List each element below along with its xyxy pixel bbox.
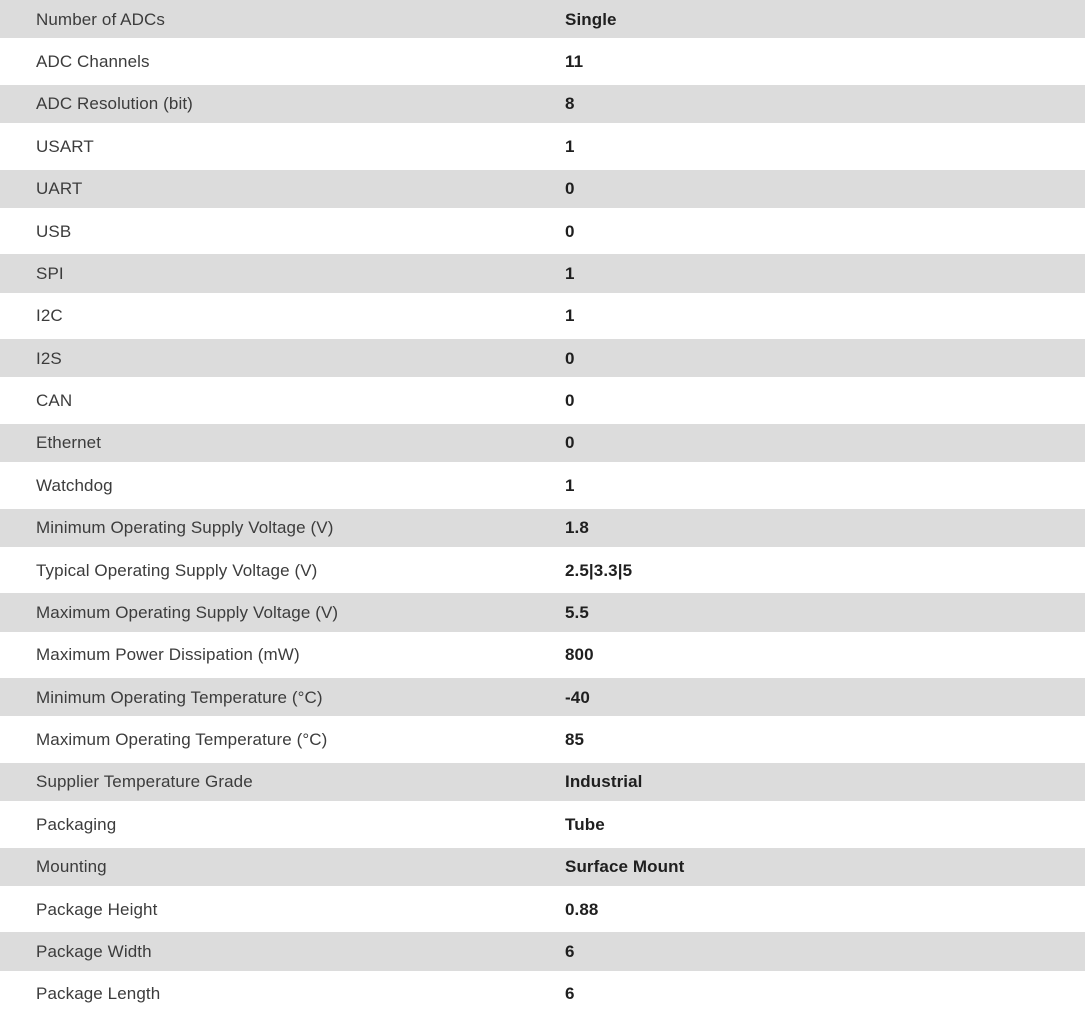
spec-value: Single bbox=[565, 9, 617, 29]
spec-value: 1 bbox=[565, 475, 575, 495]
spec-value: 1.8 bbox=[565, 518, 589, 538]
spec-label: UART bbox=[36, 179, 83, 199]
spec-value: -40 bbox=[565, 687, 590, 707]
table-row bbox=[0, 720, 1085, 762]
spec-value: Tube bbox=[565, 814, 605, 834]
table-row bbox=[0, 763, 1085, 805]
spec-label: I2S bbox=[36, 348, 62, 368]
table-row bbox=[0, 297, 1085, 339]
spec-label: Package Width bbox=[36, 941, 152, 961]
table-row bbox=[0, 212, 1085, 254]
table-row bbox=[0, 381, 1085, 423]
spec-label: Number of ADCs bbox=[36, 9, 165, 29]
spec-label: SPI bbox=[36, 263, 64, 283]
spec-label: Packaging bbox=[36, 814, 117, 834]
spec-value: 0 bbox=[565, 348, 575, 368]
spec-label: I2C bbox=[36, 306, 63, 326]
table-row bbox=[0, 932, 1085, 974]
table-row bbox=[0, 848, 1085, 890]
table-row bbox=[0, 678, 1085, 720]
spec-value: 1 bbox=[565, 136, 575, 156]
spec-value: 1 bbox=[565, 306, 575, 326]
spec-label: Maximum Operating Temperature (°C) bbox=[36, 730, 328, 750]
spec-value: 8 bbox=[565, 94, 575, 114]
spec-value: 0 bbox=[565, 179, 575, 199]
table-row bbox=[0, 975, 1085, 1017]
spec-label: Package Length bbox=[36, 984, 161, 1004]
spec-value: Industrial bbox=[565, 772, 643, 792]
spec-label: Typical Operating Supply Voltage (V) bbox=[36, 560, 318, 580]
spec-label: Mounting bbox=[36, 857, 107, 877]
spec-value: 1 bbox=[565, 263, 575, 283]
spec-value: 0.88 bbox=[565, 899, 599, 919]
spec-label: Supplier Temperature Grade bbox=[36, 772, 253, 792]
spec-value: 0 bbox=[565, 221, 575, 241]
spec-value: Surface Mount bbox=[565, 857, 685, 877]
table-row bbox=[0, 509, 1085, 551]
table-row bbox=[0, 0, 1085, 42]
spec-label: USB bbox=[36, 221, 72, 241]
spec-label: Minimum Operating Temperature (°C) bbox=[36, 687, 323, 707]
spec-label: ADC Resolution (bit) bbox=[36, 94, 193, 114]
table-row bbox=[0, 127, 1085, 169]
table-row bbox=[0, 424, 1085, 466]
spec-value: 11 bbox=[565, 52, 584, 72]
table-row bbox=[0, 85, 1085, 127]
table-row bbox=[0, 339, 1085, 381]
spec-value: 6 bbox=[565, 984, 575, 1004]
table-row bbox=[0, 551, 1085, 593]
spec-label: Ethernet bbox=[36, 433, 102, 453]
spec-label: Package Height bbox=[36, 899, 158, 919]
spec-value: 5.5 bbox=[565, 602, 589, 622]
spec-label: Watchdog bbox=[36, 475, 113, 495]
spec-label: Maximum Operating Supply Voltage (V) bbox=[36, 602, 339, 622]
spec-value: 6 bbox=[565, 941, 575, 961]
spec-value: 0 bbox=[565, 433, 575, 453]
spec-value: 0 bbox=[565, 391, 575, 411]
spec-label: Minimum Operating Supply Voltage (V) bbox=[36, 518, 334, 538]
table-row bbox=[0, 42, 1085, 84]
spec-label: USART bbox=[36, 136, 94, 156]
table-row bbox=[0, 254, 1085, 296]
table-row bbox=[0, 170, 1085, 212]
table-row bbox=[0, 593, 1085, 635]
spec-label: CAN bbox=[36, 391, 73, 411]
table-row bbox=[0, 805, 1085, 847]
spec-value: 800 bbox=[565, 645, 594, 665]
spec-label: ADC Channels bbox=[36, 52, 150, 72]
spec-label: Maximum Power Dissipation (mW) bbox=[36, 645, 300, 665]
table-row bbox=[0, 636, 1085, 678]
spec-value: 2.5|3.3|5 bbox=[565, 560, 633, 580]
table-row bbox=[0, 890, 1085, 932]
spec-value: 85 bbox=[565, 730, 585, 750]
table-row bbox=[0, 466, 1085, 508]
